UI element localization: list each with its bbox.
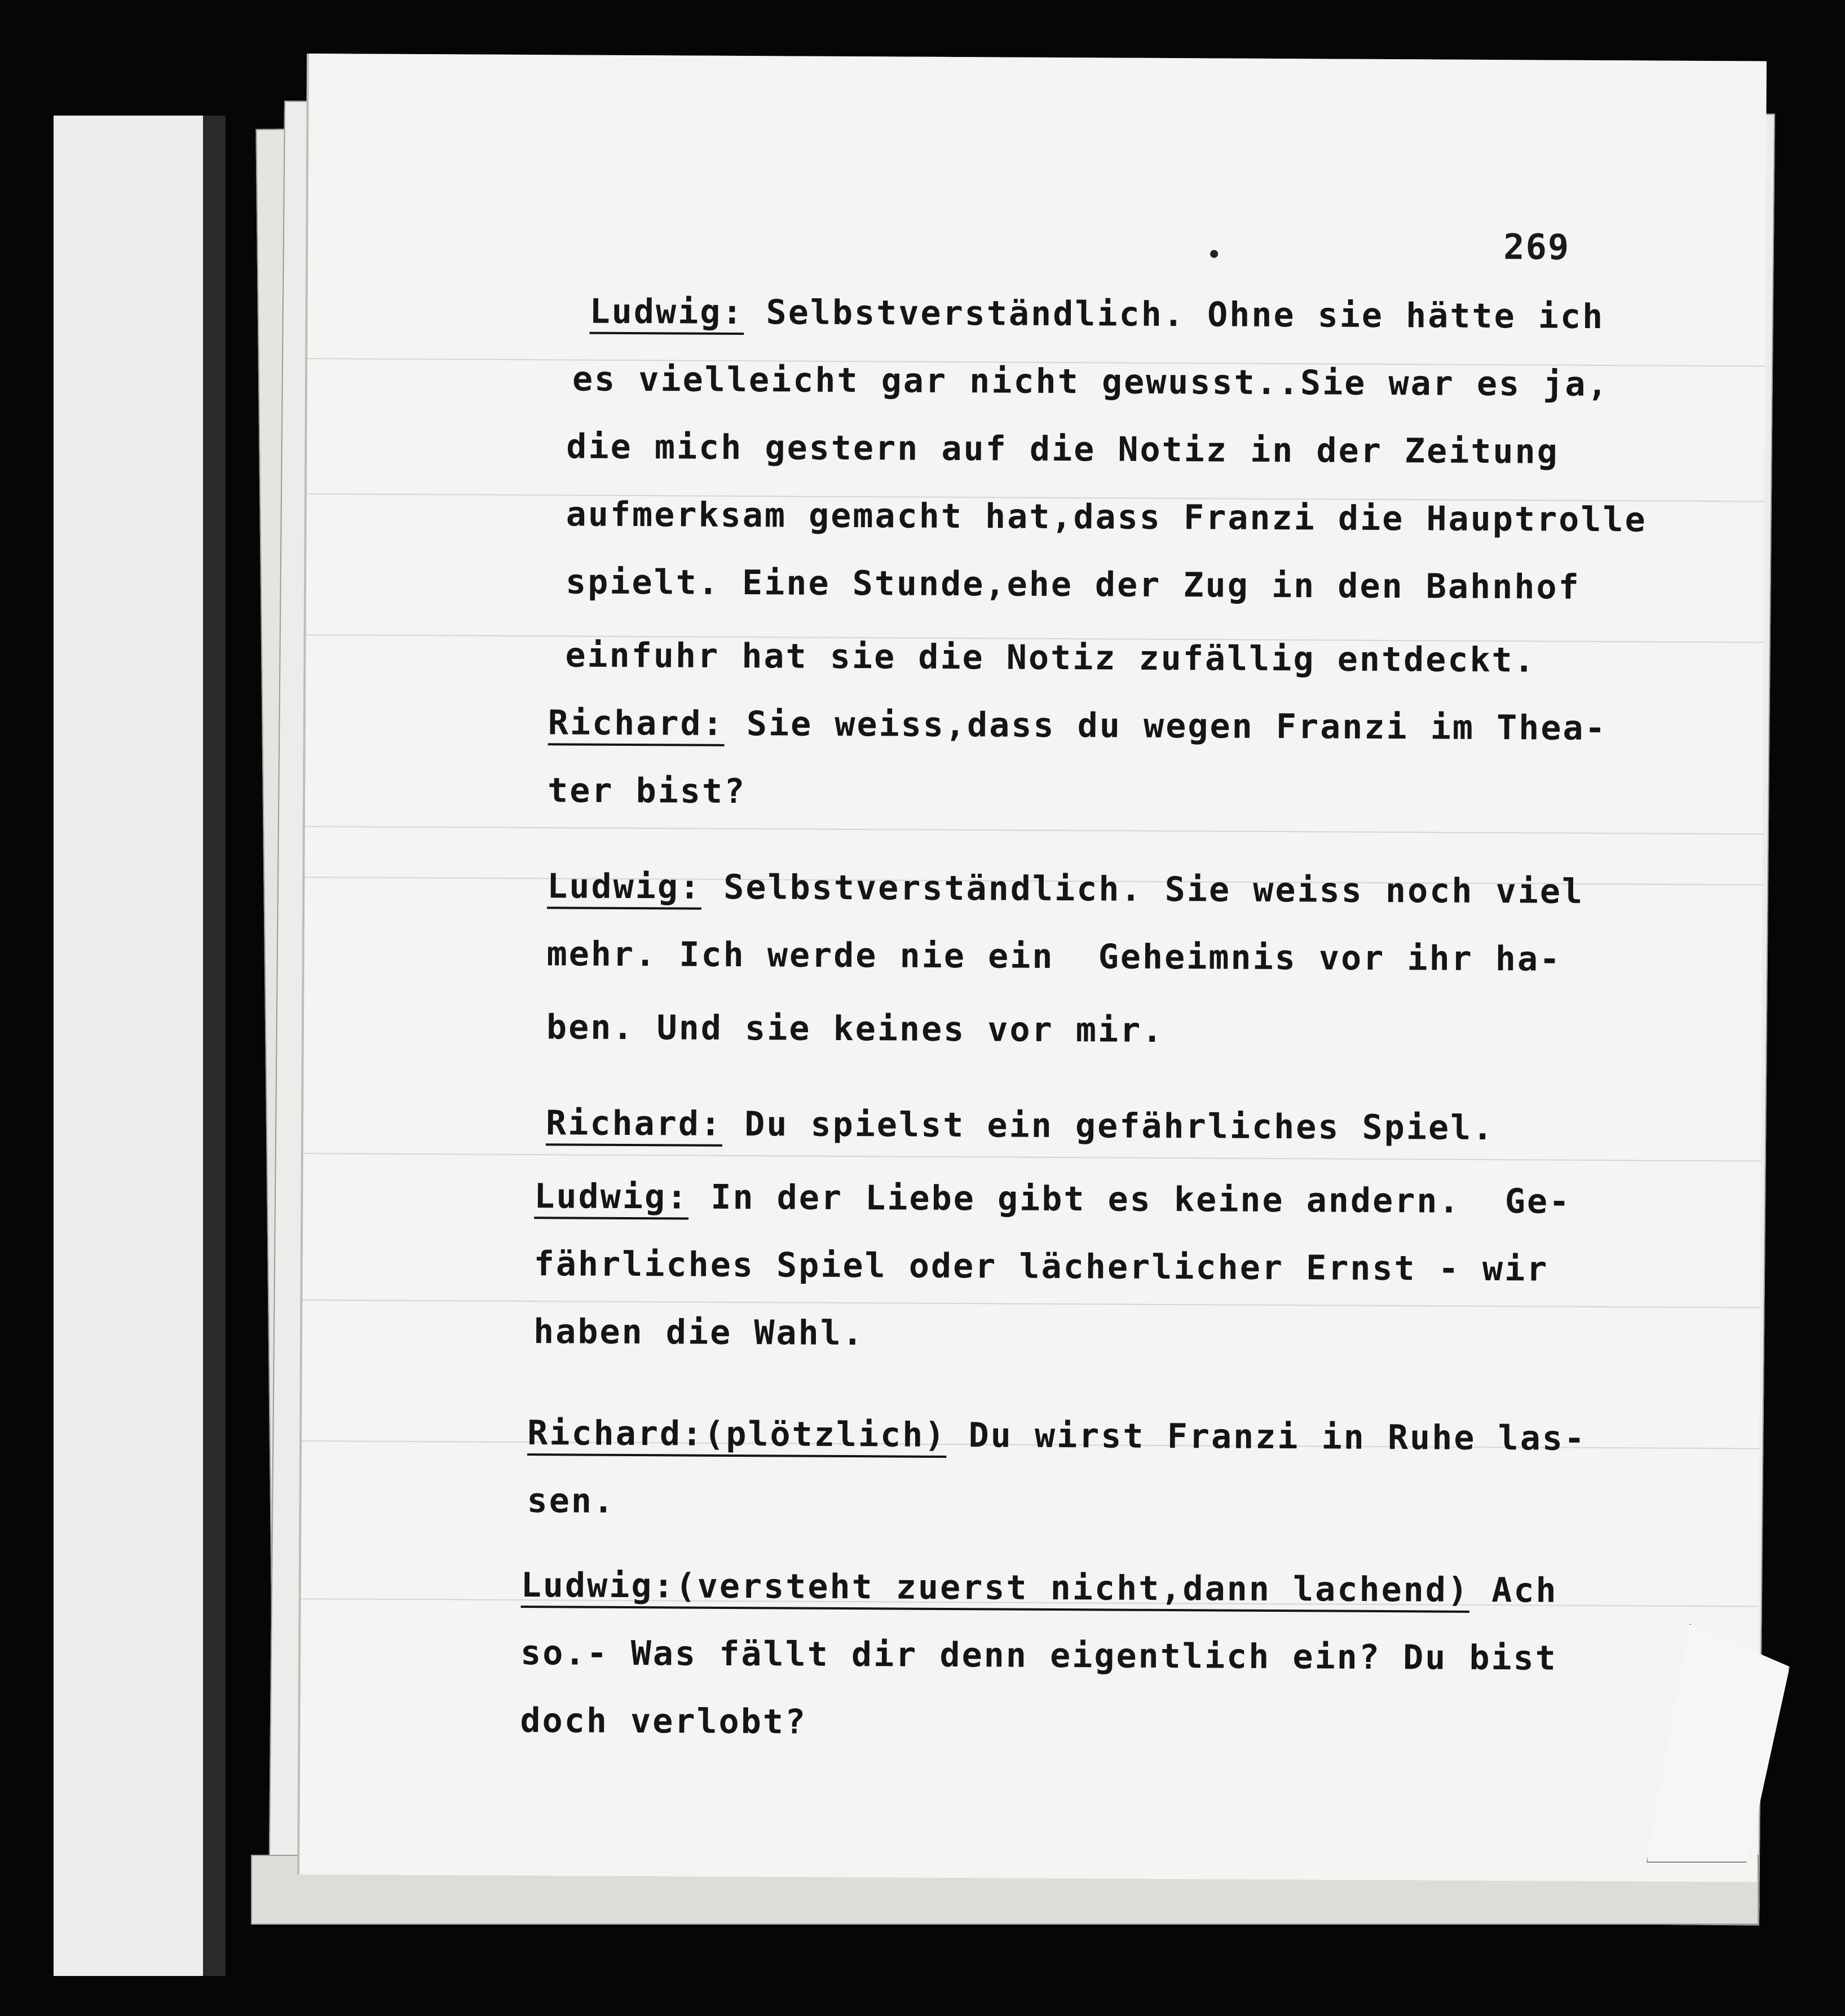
speaker-name: Richard:	[545, 1103, 723, 1144]
typed-line	[546, 1103, 1495, 1148]
typed-line	[527, 1481, 615, 1521]
typed-line	[548, 771, 746, 811]
typed-line	[565, 635, 1536, 680]
line-text: doch verlobt?	[520, 1701, 807, 1742]
bleed-rule	[302, 1299, 1760, 1308]
line-text: spielt. Eine Stunde,ehe der Zug in den Bahnhof	[565, 562, 1581, 607]
typed-line	[534, 1244, 1549, 1289]
bleed-rule	[305, 826, 1763, 835]
speaker-name: Ludwig:	[534, 1177, 689, 1217]
line-text: einfuhr hat sie die Notiz zufällig entdeckt.	[565, 635, 1536, 680]
line-text: haben die Wahl.	[533, 1312, 865, 1354]
typed-line	[548, 703, 1607, 748]
typed-line	[520, 1701, 807, 1742]
line-text: Ach	[1469, 1570, 1558, 1611]
line-text: ben. Und sie keines vor mir.	[546, 1007, 1164, 1050]
typed-line	[547, 866, 1584, 912]
page-number: 269	[1503, 226, 1570, 268]
line-text: aufmerksam gemacht hat,dass Franzi die Hauptrolle	[566, 494, 1647, 540]
line-text: fährliches Spiel oder lächerlicher Ernst - wir	[533, 1244, 1549, 1289]
line-text: es vielleicht gar nicht gewusst..Sie war es ja,	[572, 359, 1609, 405]
stage-direction: (versteht zuerst nicht,dann lachend)	[675, 1566, 1470, 1610]
bleed-rule	[303, 1153, 1761, 1162]
typed-line	[589, 292, 1604, 337]
line-text: so.- Was fällt dir denn eigentlich ein? Du bist	[520, 1633, 1558, 1678]
typed-line	[566, 562, 1581, 607]
typed-line	[527, 1413, 1586, 1458]
line-text: Selbstverständlich. Ohne sie hätte ich	[744, 293, 1605, 337]
line-text: Sie weiss,dass du wegen Franzi im Thea-	[724, 704, 1607, 749]
typed-line	[546, 1007, 1164, 1050]
ink-mark	[1210, 250, 1218, 258]
line-text: Selbstverständlich. Sie weiss noch viel	[701, 867, 1584, 912]
typed-line	[533, 1312, 864, 1353]
typed-line	[566, 427, 1559, 471]
typed-line	[572, 359, 1609, 404]
speaker-name: Richard:	[548, 703, 725, 744]
left-strip-shadow	[203, 116, 226, 1976]
line-text: mehr. Ich werde nie ein Geheimnis vor ihr ha-	[546, 934, 1562, 979]
line-text: Du wirst Franzi in Ruhe las-	[946, 1415, 1587, 1458]
speaker-name: Ludwig:	[547, 866, 702, 907]
stage-direction: (plötzlich)	[703, 1414, 947, 1455]
left-paper-strip	[54, 116, 209, 1976]
typed-line	[521, 1566, 1558, 1611]
line-text: die mich gestern auf die Notiz in der Zeitung	[566, 427, 1560, 472]
line-text: In der Liebe gibt es keine andern. Ge-	[688, 1177, 1572, 1222]
typed-line	[520, 1633, 1557, 1678]
line-text: ter bist?	[547, 771, 747, 812]
speaker-name: Ludwig:	[520, 1566, 676, 1606]
speaker-name: Richard:	[527, 1413, 704, 1454]
speaker-name: Ludwig:	[589, 291, 744, 333]
line-text: sen.	[527, 1481, 616, 1521]
line-text: Du spielst ein gefährliches Spiel.	[722, 1104, 1495, 1148]
typescript-page	[299, 54, 1767, 1882]
typed-line	[546, 934, 1561, 979]
typed-line	[534, 1177, 1571, 1222]
typed-line	[566, 494, 1647, 540]
